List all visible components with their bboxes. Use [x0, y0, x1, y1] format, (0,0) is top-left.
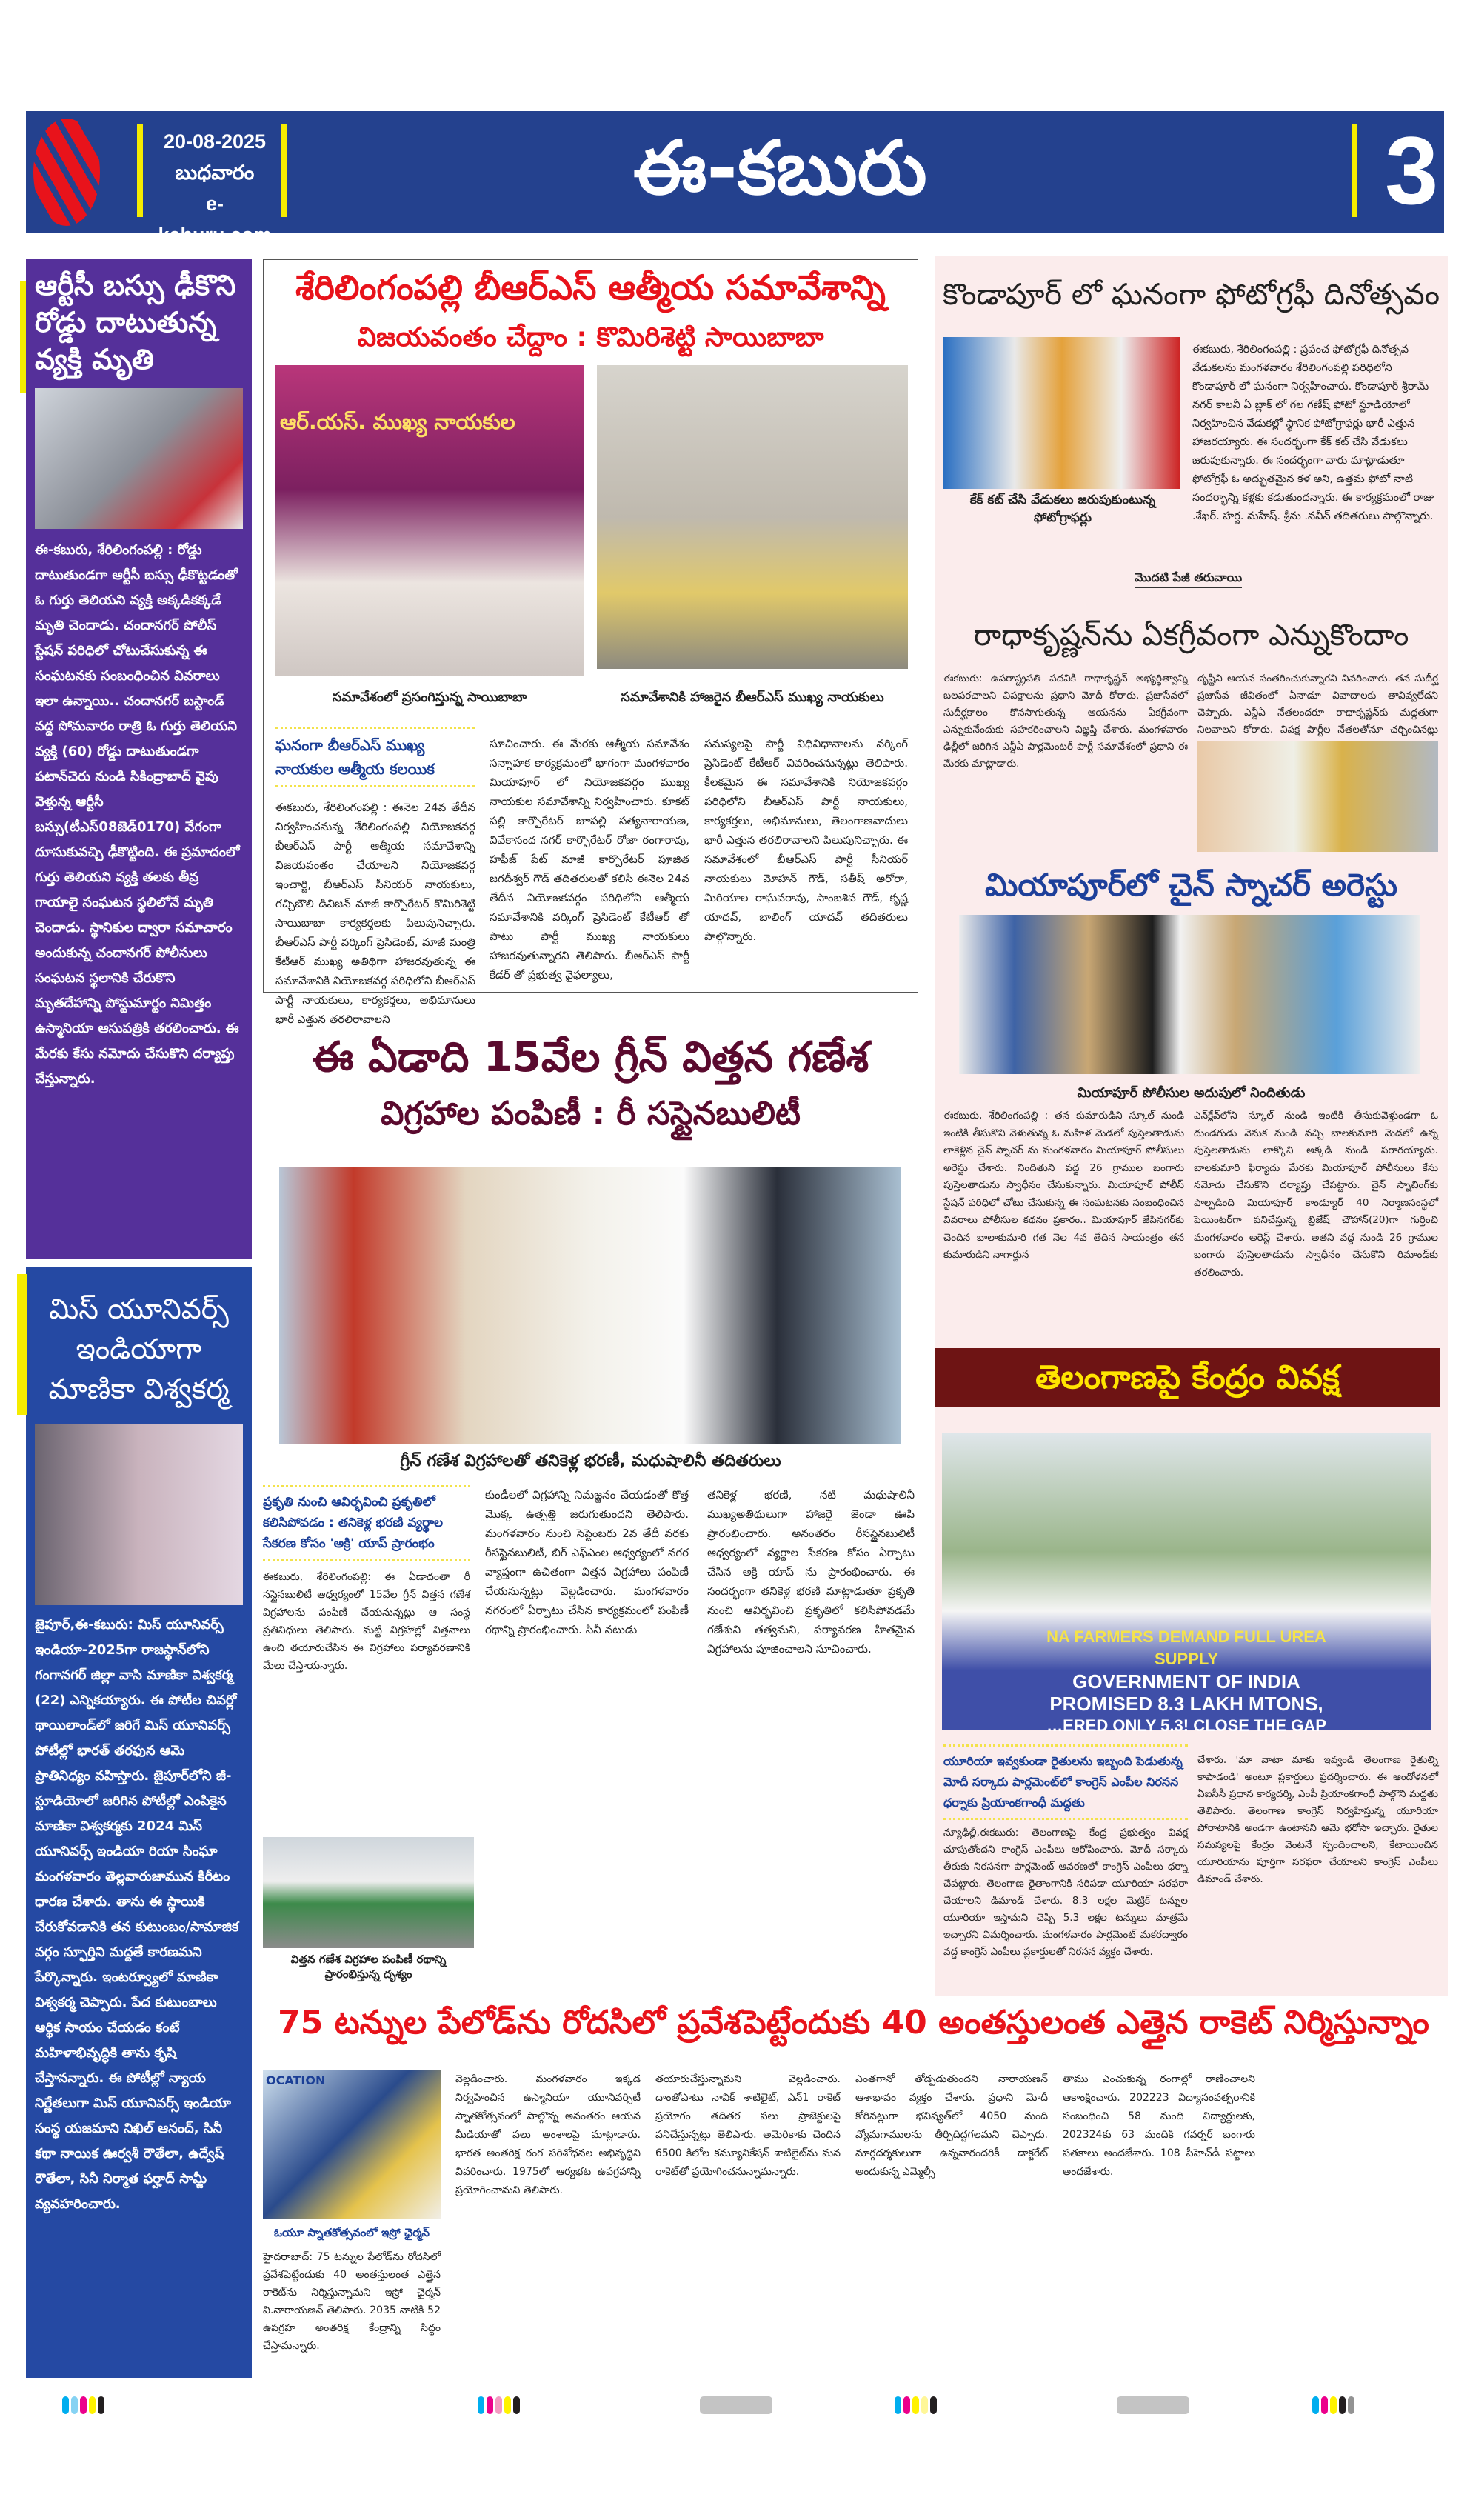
story-column: వెల్లడించారు. మంగళవారం ఇక్కడ నిర్వహించిన ఉస్మానియా యూనివర్సిటీ స్నాతకోత్సవంలో పాల్గొన్న అనంతరం ఆయన మీడియాతో పలు అంశాలపై మాట్లాడారు. భారత అంతరిక్ష రంగ పరిశోధనల అభివృద్ధిని వివరించారు. 1975లో ఆర్యభట ఉపగ్రహాన్ని ప్రయోగించామని తెలిపారు. [455, 2073, 641, 2196]
masthead [26, 111, 1444, 246]
story-green-ganesh [263, 1033, 918, 1996]
photo-hall [597, 365, 908, 669]
story-body: ఈ-కబురు, శేరిలింగంపల్లి : రోడ్డు దాటుతుండగా ఆర్టీసీ బస్సు ఢీకొట్టడంతో ఓ గుర్తు తెలియని వ్యక్తి అక్కడికక్కడే మృతి చెందాడు. చందానగర్ పోలీస్ స్టేషన్ పరిధిలో చోటుచేసుకున్న ఈ సంఘటనకు సంబంధించిన వివరాలు ఇలా ఉన్నాయి.. చందానగర్ బస్టాండ్ వద్ద సోమవారం రాత్రి ఓ గుర్తు తెలియని వ్యక్తి (60) రోడ్డు దాటుతుండగా పటాన్‌చెరు నుండి సికింద్రాబాద్ వైపు వెళ్తున్న ఆర్టీసీ బస్సు(టీఎస్08జెడ్0170) వేగంగా దూసుకువచ్చి ఢీకొట్టింది. ఈ ప్రమాదంలో గుర్తు తెలియని వ్యక్తి తలకు తీవ్ర గాయాలై సంఘటన స్థలిలోనే మృతి చెందాడు. స్థానికుల ద్వారా సమాచారం అందుకున్న చందానగర్ పోలీసులు సంఘటన స్థలానికి చేరుకొని మృతదేహాన్ని పోస్టుమార్టం నిమిత్తం ఉస్మానియా ఆసుపత్రికి తరలించారు. ఈ మేరకు కేసు నమోదు చేసుకొని దర్యాప్తు చేస్తున్నారు. [35, 542, 240, 1087]
photo-caption: ఓయూ స్నాతకోత్సవంలో ఇస్రో ఛైర్మన్ [274, 2226, 430, 2239]
story-column: సమస్యలపై పార్టీ విధివిధానాలను వర్కింగ్ ప్రెసిడెంట్ కేటీఆర్ వివరించనున్నట్లు తెలిపారు. కీలకమైన ఈ సమావేశానికి నియోజకవర్గం పరిధిలోని బీఆర్ఎస్ పార్టీ నాయకులు, కార్యకర్తలు, అభిమానులు, తెలంగాణవాదులు భారీ ఎత్తున తరలిరావాలని పిలుపునిచ్చారు. ఈ సమావేశంలో బీఆర్ఎస్ పార్టీ సీనియర్ నాయకులు మోహన్ గౌడ్, సతీష్ అరోరా, మిరియాల రాఘవరావు, సాంబశివ గౌడ్, కృష్ణ యాదవ్, బాలింగ్ యాదవ్ తదితరులు పాల్గొన్నారు. [704, 737, 908, 943]
date-box [156, 126, 274, 250]
story-urea-protest [935, 1344, 1448, 1996]
story-photography-day [935, 259, 1448, 607]
chariot-photo [263, 1837, 474, 1948]
story-column: ఈకబురు, శేరిలింగంపల్లి : తన కుమారుడిని స్కూల్ నుండి ఇంటికి తీసుకొని వెళుతున్న ఓ మహిళ మెడలో పుస్తెలతాడును లాకెళ్లిన చైన్ స్నాచర్ ను మంగళవారం మియాపూర్ పోలీసులు అరెస్టు చేశారు. నిందితుని వద్ద 26 గ్రాముల బంగారు పుస్తెలతాడును స్వాధీనం చేసుకున్నారు. మియాపూర్ పోలీస్ స్టేషన్ పరిధిలో చోటు చేసుకున్న ఈ సంఘటనకు సంబంధించిన వివరాలు పోలీసుల కథనం ప్రకారం.. మియాపూర్ జేపినగర్‌కు చెందిన బాలాకుమారి గత నెల 4వ తేదిన సాయంత్రం తన కుమారుడిని నాగార్జున [943, 1110, 1184, 1261]
photo-speaker [275, 365, 584, 676]
headline: మిస్ యూనివర్స్ ఇండియాగా మాణికా విశ్వకర్మ [48, 1293, 230, 1405]
issue-date: 20-08-2025 [163, 130, 267, 153]
print-registration-marks [0, 2396, 1470, 2419]
newspaper-title: ఈ-కబురు [633, 124, 927, 211]
side-heading: యూరియా ఇవ్వకుండా రైతులను ఇబ్బంది పెడుతున్న మోదీ సర్కారు పార్లమెంట్‌లో కాంగ్రెస్ ఎంపీల నిరసన ధర్నాకు ప్రియాంకగాంధీ మద్దతు [943, 1744, 1188, 1820]
photo-caption: విత్తన గణేశ విగ్రహాల పంపిణీ రథాన్ని ప్రారంభిస్తున్న దృశ్యం [290, 1953, 447, 1981]
divider [281, 124, 287, 217]
photo-caption: కేక్ కట్ చేసి వేడుకలు జరుపుకుంటున్న ఫోటోగ్రాఫర్లు [969, 493, 1156, 525]
story-photo [35, 1424, 243, 1605]
story-radhakrishnan [935, 615, 1448, 859]
caption-hall: సమావేశానికి హాజరైన బీఆర్ఎస్ ముఖ్య నాయకులు [621, 690, 884, 705]
photo-caption: మియాపూర్ పోలీసుల అదుపులో నిందితుడు [1077, 1085, 1306, 1101]
headline: శేరిలింగంపల్లి బీఆర్ఎస్ ఆత్మీయ సమావేశాన్ని [295, 267, 886, 307]
weekday: బుధవారం [175, 161, 255, 184]
page-number: 3 [1385, 116, 1439, 224]
story-body: ఈకబురు, శేరిలింగంపల్లి : ప్రపంచ ఫోటోగ్రఫీ దినోత్సవ వేడుకలను మంగళవారం శేరిలింగంపల్లి పరిధిలోని కొండాపూర్ లో ఘనంగా నిర్వహించారు. కొండాపూర్ శ్రీరామ్ నగర్ కాలనీ ఏ బ్లాక్ లో గల గణేష్ ఫోటో స్టూడియోలో నిర్వహించిన వేడుకల్లో స్థానిక ఫోటోగ్రాఫర్లు భారీ ఎత్తున హాజరయ్యారు. ఈ సందర్భంగా కేక్ కట్ చేసి వేడుకలు జరుపుకున్నారు. ఈ సందర్భంగా వారు మాట్లాడుతూ ఫోటోగ్రఫీ ఓ అద్భుతమైన కళ అని, ఉత్తమ ఫోటో నాటి సందర్భాన్ని కళ్లకు కడుతుందన్నారు. ఈ కార్యక్రమంలో రాజు .శేఖర్. హర్ష. మహేష్. శ్రీను .నవీన్ తదితరులు పాల్గొన్నారు. [1192, 344, 1434, 522]
story-column: ఈకబురు: ఉపరాష్ట్రపతి పదవికి రాధాకృష్ణన్ అభ్యర్థిత్వాన్ని బలపరచాలని విపక్షాలను ప్రధాని మోదీ కోరారు. ప్రజాసేవలో సుదీర్ఘకాలం కొనసాగుతున్న ఆయనను ఏకగ్రీవంగా ఎన్నుకునేందుకు సహకరించాలని విజ్ఞప్తి చేశారు. మంగళవారం ఢిల్లీలో జరిగిన ఎన్డీఏ పార్లమెంటరీ పార్టీ సమావేశంలో ప్రధాని ఈ మేరకు మాట్లాడారు. [943, 673, 1188, 770]
banner-text: NA FARMERS DEMAND FULL UREA SUPPLY [1046, 1627, 1326, 1668]
event-photo [279, 1167, 901, 1444]
leaders-photo [1197, 741, 1438, 852]
story-column: తయారుచేస్తున్నామని వెల్లడించారు. దాంతోపాటు నావిక్ శాటిలైట్, ఎన్1 రాకెట్ ప్రయోగం తదితర పలు ప్రాజెక్టులపై పనిచేస్తున్నట్లు తెలిపారు. అమెరికాకు చెందిన 6500 కిలోల కమ్యూనికేషన్ శాటిలైట్‌ను మన రాకెట్‌తో ప్రయోగించనున్నామన్నారు. [655, 2073, 841, 2178]
story-photo [35, 388, 243, 529]
story-column: న్యూఢిల్లీ,ఈకబురు: తెలంగాణపై కేంద్ర ప్రభుత్వం వివక్ష చూపుతోందని కాంగ్రెస్ ఎంపీలు ఆరోపించారు. మోదీ సర్కారు తీరుకు నిరసనగా పార్లమెంట్ ఆవరణలో కాంగ్రెస్ ఎంపీలు ధర్నా చేపట్టారు. తెలంగాణ రైతాంగానికి సరిపడా యూరియా సరఫరా చేయాలని డిమాండ్ చేశారు. 8.3 లక్షల మెట్రిక్ టన్నుల యూరియా ఇస్తామని చెప్పి 5.3 లక్షల టన్నులు మాత్రమే ఇచ్చారని విమర్శించారు. మంగళవారం పార్లమెంట్ మకరద్వారం వద్ద కాంగ్రెస్ ఎంపీలు ప్లకార్డులతో నిరసన వ్యక్తం చేశారు. [943, 1827, 1188, 1958]
logo-icon [33, 119, 100, 226]
celebration-photo [943, 337, 1180, 489]
headline: కొండాపూర్ లో ఘనంగా ఫోటోగ్రఫీ దినోత్సవం [943, 278, 1440, 312]
story-column: హైదరాబాద్: 75 టన్నుల పేలోడ్‌ను రోదసిలో ప్రవేశపెట్టేందుకు 40 అంతస్తులంత ఎత్తైన రాకెట్‌ను నిర్మిస్తున్నామని ఇస్రో ఛైర్మన్ వి.నారాయణన్ తెలిపారు. 2035 నాటికి 52 ఉపగ్రహ అంతరిక్ష కేంద్రాన్ని సిద్ధం చేస్తామన్నారు. [263, 2251, 441, 2352]
story-column: తాము ఎంచుకున్న రంగాల్లో రాణించాలని ఆకాంక్షించారు. 202223 విద్యాసంవత్సరానికి సంబంధించి 58 మంది విద్యార్థులకు, 202324కు 63 మందికి గవర్నర్ బంగారు పతకాలు అందజేశారు. 108 పీహెచ్‌డీ పట్టాలు అందజేశారు. [1063, 2073, 1255, 2178]
subheadline: విగ్రహాల పంపిణీ : రీ సస్టైనబులిటీ [381, 1095, 801, 1133]
headline: మియాపూర్‌లో చైన్ స్నాచర్ అరెస్టు [984, 867, 1398, 903]
police-photo [959, 915, 1420, 1074]
banner-text: …ERED ONLY 5.3! CLOSE THE GAP [1046, 1716, 1326, 1735]
side-heading: ఘనంగా బీఆర్ఎస్ ముఖ్య నాయకుల ఆత్మీయ కలయిక [275, 727, 475, 787]
story-column: దృష్టిని ఆయన సంతరించుకున్నారని వివరించారు. తన సుదీర్ఘ ప్రజాసేవ జీవితంలో ఏనాడూ వివాదాలకు తావివ్వలేదని చెప్పారు. ఎన్డీఏ నేతలందరూ రాధాకృష్ణన్‌కు మద్దతుగా నిలవాలని కోరారు. విపక్ష పార్టీల నేతలతోనూ చర్చించినట్లు [1197, 673, 1438, 736]
banner-text: PROMISED 8.3 LAKH MTONS, [1049, 1693, 1323, 1715]
story-column: ఎన్‌క్లేవ్‌లోని స్కూల్ నుండి ఇంటికి తీసుకువెళ్తుండగా ఓ దుండగుడు వెనుక నుండి వచ్చి బాలకుమారి మెడలో ఉన్న పుస్తెలతాడును లాక్కొని అక్కడి నుండి పరారయ్యాడు. బాలకుమారి ఫిర్యాదు మేరకు మియాపూర్ పోలీసులు కేసు నమోదు చేసుకొని దర్యాప్తు చేపట్టారు. చైన్ స్నాచింగ్‌కు పాల్పడింది మియాపూర్ కాండ్యూర్ 40 నిర్మాణసంస్థలో పెయింటర్‌గా పనిచేస్తున్న బ్రిజేష్ చౌహాన్(20)గా గుర్తించి మంగళవారం అరెస్ట్ చేశారు. అతని వద్ద నుండి 26 గ్రాముల బంగారు పుస్తెలతాడును స్వాధీనం చేసుకొని రిమాండ్‌కు తరలించారు. [1194, 1110, 1438, 1279]
divider [137, 124, 143, 217]
story-column: చేశారు. 'మా వాటా మాకు ఇవ్వండి తెలంగాణ రైతుల్ని కాపాడండి' అంటూ ప్లకార్డులు ప్రదర్శించారు. ఈ ఆందోళనలో ఏఐసీసీ ప్రధాన కార్యదర్శి, ఎంపీ ప్రియాంకగాంధీ పాల్గొని మద్దతు తెలిపారు. తెలంగాణ కాంగ్రెస్ నిర్వహిస్తున్న యూరియా పోరాటానికి అండగా ఉంటానని ఆమె భరోసా ఇచ్చారు. రైతుల సమస్యలపై కేంద్రం వెంటనే స్పందించాలని, కేటాయించిన యూరియాను పూర్తిగా సరఫరా చేయాలని కాంగ్రెస్ ఎంపీలు డిమాండ్ చేశారు. [1197, 1754, 1438, 1885]
story-isro-rocket [263, 2004, 1444, 2381]
headline: 75 టన్నుల పేలోడ్‌ను రోదసిలో ప్రవేశపెట్టేందుకు 40 అంతస్తులంత ఎత్తైన రాకెట్ నిర్మిస్తున్నాం [278, 2004, 1429, 2041]
subheadline: విజయవంతం చేద్దాం : కొమిరిశెట్టి సాయిబాబా [357, 322, 824, 353]
story-rtc-accident [26, 259, 252, 1259]
headline: రాధాకృష్ణన్‌ను ఏకగ్రీవంగా ఎన్నుకొందాం [973, 619, 1409, 653]
story-column: సూచించారు. ఈ మేరకు ఆత్మీయ సమావేశం సన్నాహక కార్యక్రమంలో భాగంగా మంగళవారం మియాపూర్ లో నియోజకవర్గం ముఖ్య నాయకుల సమావేశాన్ని నిర్వహించారు. కూకట్ పల్లి కార్పొరేటర్ జూపల్లి సత్యనారాయణ, వివేకానంద నగర్ కార్పొరేటర్ రోజా రంగారావు, హఫీజ్ పేట్ మాజీ కార్పొరేటర్ పూజిత జగదీశ్వర్ గౌడ్ తదితరులతో కలిసి ఈనెల 24వ తేదీన నియోజకవర్గం పరిధిలోని ఆత్మీయ సమావేశానికి వర్కింగ్ ప్రెసిడెంట్ కేటీఆర్ తో పాటు పార్టీ ముఖ్య నాయకులు హాజరవుతున్నారని తెలిపారు. బీఆర్ఎస్ పార్టీ కేడర్ తో ప్రభుత్వ వైఫల్యాలు, [490, 737, 689, 981]
website[interactable]: e-kaburu.com [158, 193, 272, 246]
story-chain-snatcher [935, 859, 1448, 1341]
banner-text: GOVERNMENT OF INDIA [1072, 1670, 1300, 1693]
story-miss-universe [26, 1267, 252, 2378]
story-column: ఈకబురు, శేరిలింగంపల్లి : ఈనెల 24వ తేదీన నిర్వహించనున్న శేరిలింగంపల్లి నియోజకవర్గ బీఆర్ఎస్ పార్టీ ఆత్మీయ సమావేశాన్ని విజయవంతం చేయాలని నియోజకవర్గ ఇంచార్జి, బీఆర్ఎస్ సీనియర్ నాయకులు, గచ్చిబౌలి డివిజన్ మాజీ కార్పొరేటర్ కొమిరిశెట్టి సాయిబాబా కార్యకర్తలకు పిలుపునిచ్చారు. బీఆర్ఎస్ పార్టీ వర్కింగ్ ప్రెసిడెంట్, మాజీ మంత్రి కేటీఆర్ ముఖ్య అతిథిగా హాజరవుతున్న ఈ సమావేశానికి నియోజకవర్గ పరిధిలోని బీఆర్ఎస్ పార్టీ నాయకులు, కార్యకర్తలు, అభిమానులు భారీ ఎత్తున తరలిరావాలని [275, 801, 475, 1026]
story-brs-meeting [263, 259, 918, 1026]
story-column: ఎంతగానో తోడ్పడుతుందని నారాయణన్ ఆశాభావం వ్యక్తం చేశారు. ప్రధాని మోదీ కోరినట్లుగా భవిష్యత్‌లో 4050 మంది వ్యోమగాములను తీర్చిదిద్దగలమని చెప్పారు. మార్గదర్శకులుగా ఉన్నవారందరికీ డాక్టరేట్ అందుకున్న ఎమ్మెల్సీ [855, 2073, 1048, 2178]
caption-speaker: సమావేశంలో ప్రసంగిస్తున్న సాయిబాబా [332, 690, 527, 705]
photo-banner: ఆర్.యస్. ముఖ్య నాయకుల [280, 410, 515, 434]
story-column: ఈకబురు, శేరిలింగంపల్లి: ఈ ఏడాదంతా రీ సస్టైనబులిటీ ఆధ్వర్యంలో 15వేల గ్రీన్ విత్తన గణేశ విగ్రహాలను పంపిణీ చేయనున్నట్లు ఆ సంస్థ ప్రతినిధులు తెలిపారు. మట్టి విగ్రహాల్లో విత్తనాలు ఉంచి తయారుచేసిన ఈ విగ్రహాలు పర్యావరణానికి మేలు చేస్తాయన్నారు. [263, 1571, 470, 1672]
headline-band [935, 1348, 1440, 1407]
headline: ఆర్టీసీ బస్సు ఢీకొని రోడ్డు దాటుతున్న వ్యక్తి మృతి [35, 269, 236, 376]
story-column: తనికెళ్ల భరణి, నటి మధుషాలినీ ముఖ్యఅతిథులుగా హాజరై జెండా ఊపి ప్రారంభించారు. అనంతరం రీసస్టైనబులిటీ ఆధ్వర్యంలో వ్యర్థాల సేకరణ కోసం ఏర్పాటు చేసిన అక్రి యాప్ ను ప్రారంభించారు. ఈ సందర్భంగా తనికెళ్ల భరణి మాట్లాడుతూ ప్రకృతి నుంచి ఆవిర్భవించి ప్రకృతిలో కలిసిపోవడమే గణేశుని తత్వమని, పర్యావరణ హితమైన విగ్రహాలను పూజించాలని సూచించారు. [707, 1488, 915, 1656]
divider [1352, 124, 1357, 217]
photo-banner: OCATION [266, 2073, 326, 2087]
story-column: కుండీలలో విగ్రహాన్ని నిమజ్జనం చేయడంతో కొత్త మొక్క ఉత్పత్తి జరుగుతుందని తెలిపారు. మంగళవారం నుంచి సెప్టెంబరు 2వ తేదీ వరకు రీసస్టైనబులిటీ, బిగ్ ఎఫ్ఎంల ఆధ్వర్యంలో నగర వ్యాప్తంగా ఉచితంగా విత్తన విగ్రహాలు పంపిణీ చేయనున్నట్లు వెల్లడించారు. మంగళవారం నగరంలో ఏర్పాటు చేసిన కార్యక్రమంలో పంపిణీ రథాన్ని ప్రారంభించారు. సినీ నటుడు [485, 1488, 689, 1636]
headline: తెలంగాణపై కేంద్రం వివక్ష [1035, 1359, 1340, 1396]
photo-caption: గ్రీన్ గణేశ విగ్రహాలతో తనికెళ్ల భరణీ, మధుషాలినీ తదితరులు [400, 1452, 781, 1470]
convocation-photo [263, 2070, 441, 2219]
side-heading: ప్రకృతి నుంచి ఆవిర్భవించి ప్రకృతిలో కలిసిపోవడం : తనికెళ్ల భరణి వ్యర్థాల సేకరణ కోసం 'అక్రి' యాప్ ప్రారంభం [263, 1485, 470, 1561]
headline: ఈ ఏడాది 15వేల గ్రీన్ విత్తన గణేశ [312, 1033, 869, 1081]
continued-label: మొదటి పేజీ తరువాయి [1135, 570, 1242, 588]
story-body: జైపూర్,ఈ-కబురు: మిస్ యూనివర్స్ ఇండియా-2025గా రాజస్థాన్‌లోని గంగానగర్ జిల్లా వాసి మాణికా విశ్వకర్మ (22) ఎన్నికయ్యారు. ఈ పోటీల చివర్లో థాయిలాండ్‌లో జరిగే మిస్ యూనివర్స్ పోటీల్లో భారత్ తరఫున ఆమె ప్రాతినిధ్యం వహిస్తారు. జైపూర్‌లోని జీ-స్టూడియోలో జరిగిన పోటీల్లో ఎంపికైన మాణికా విశ్వకర్మకు 2024 మిస్ యూనివర్స్ ఇండియా రియా సింఘా మంగళవారం తెల్లవారుజామున కిరీటం ధారణ చేశారు. తాను ఈ స్థాయికి చేరుకోవడానికి తన కుటుంబం/సామాజిక వర్గం స్ఫూర్తిని మద్దతే కారణమని పేర్కొన్నారు. ఇంటర్వ్యూలో మాణికా విశ్వకర్మ చెప్పారు. పేద కుటుంబాలు ఆర్థిక సాయం చేయడం కంటే మహిళాభివృద్ధికి తాను కృషి చేస్తానన్నారు. ఈ పోటీల్లో న్యాయ నిర్ణేతలుగా మిస్ యూనివర్స్ ఇండియా సంస్థ యజమాని నిఖిల్ ఆనంద్, సినీ కథా నాయిక ఊర్వశీ రౌతేలా, ఉద్వేష్ రౌతేలా, సినీ నిర్మాత ఫర్హాద్ సామ్జీ వ్యవహరించారు. [35, 1617, 239, 2212]
protest-photo [942, 1433, 1431, 1735]
